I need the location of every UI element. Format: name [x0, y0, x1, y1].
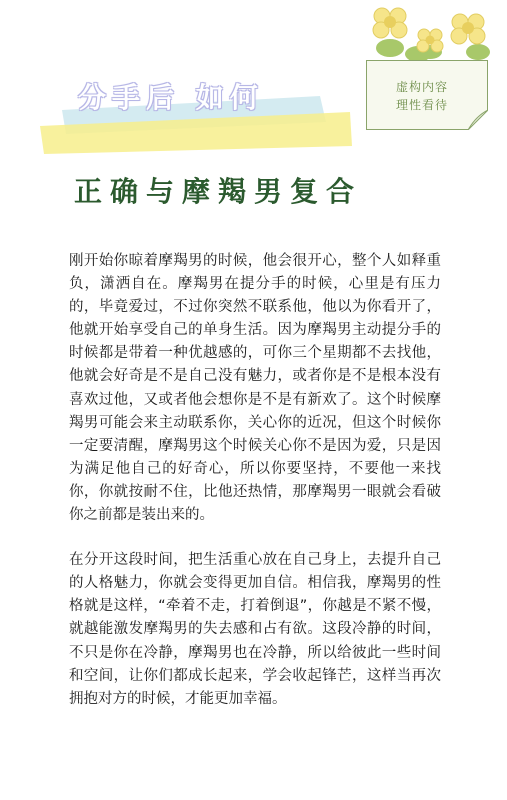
- note-line-1: 虚构内容: [396, 80, 449, 94]
- article-body: [69, 250, 441, 711]
- note-line-2: 理性看待: [396, 98, 449, 112]
- paragraph-2: 在分开这段时间，把生活重心放在自己身上，去提升自己的人格魅力，你就会变得更加自信。相信我，摩羯男的性格就是这样，“牵着不走，打着倒退”，你越是不紧不慢，就越能激发摩羯男的失去感和占有欲。这段冷静的时间，不只是你在冷静，摩羯男也在冷静，所以给彼此一些时间和空间，让你们都成长起来，学会收起锋芒，这样当再次拥抱对方的时候，才能更加幸福。: [69, 552, 441, 707]
- paragraph-1: 刚开始你晾着摩羯男的时候，他会很开心，整个人如释重负，潇洒自在。摩羯男在提分手的时候，心里是有压力的，毕竟爱过，不过你突然不联系他，他以为你看开了，他就开始享受自己的单身生活。因为摩羯男主动提分手的时候都是带着一种优越感的，可你三个星期都不去找他，他就会好奇是不是自己没有魅力，或者你是不是根本没有喜欢过他，又或者他会想你是不是有新欢了。这个时候摩羯男可能会来主动联系你，关心你的近况，但这个时候你一定要清醒，摩羯男这个时候关心你不是因为爱，只是因为满足他自己的好奇心，所以你要坚持，不要他一来找你，你就按耐不住，比他还热情，那摩羯男一眼就会看破你之前都是装出来的。: [69, 253, 441, 524]
- title-line-2: 正确与摩羯男复合: [74, 175, 363, 208]
- title-line-1: 分手后 如何: [78, 81, 264, 114]
